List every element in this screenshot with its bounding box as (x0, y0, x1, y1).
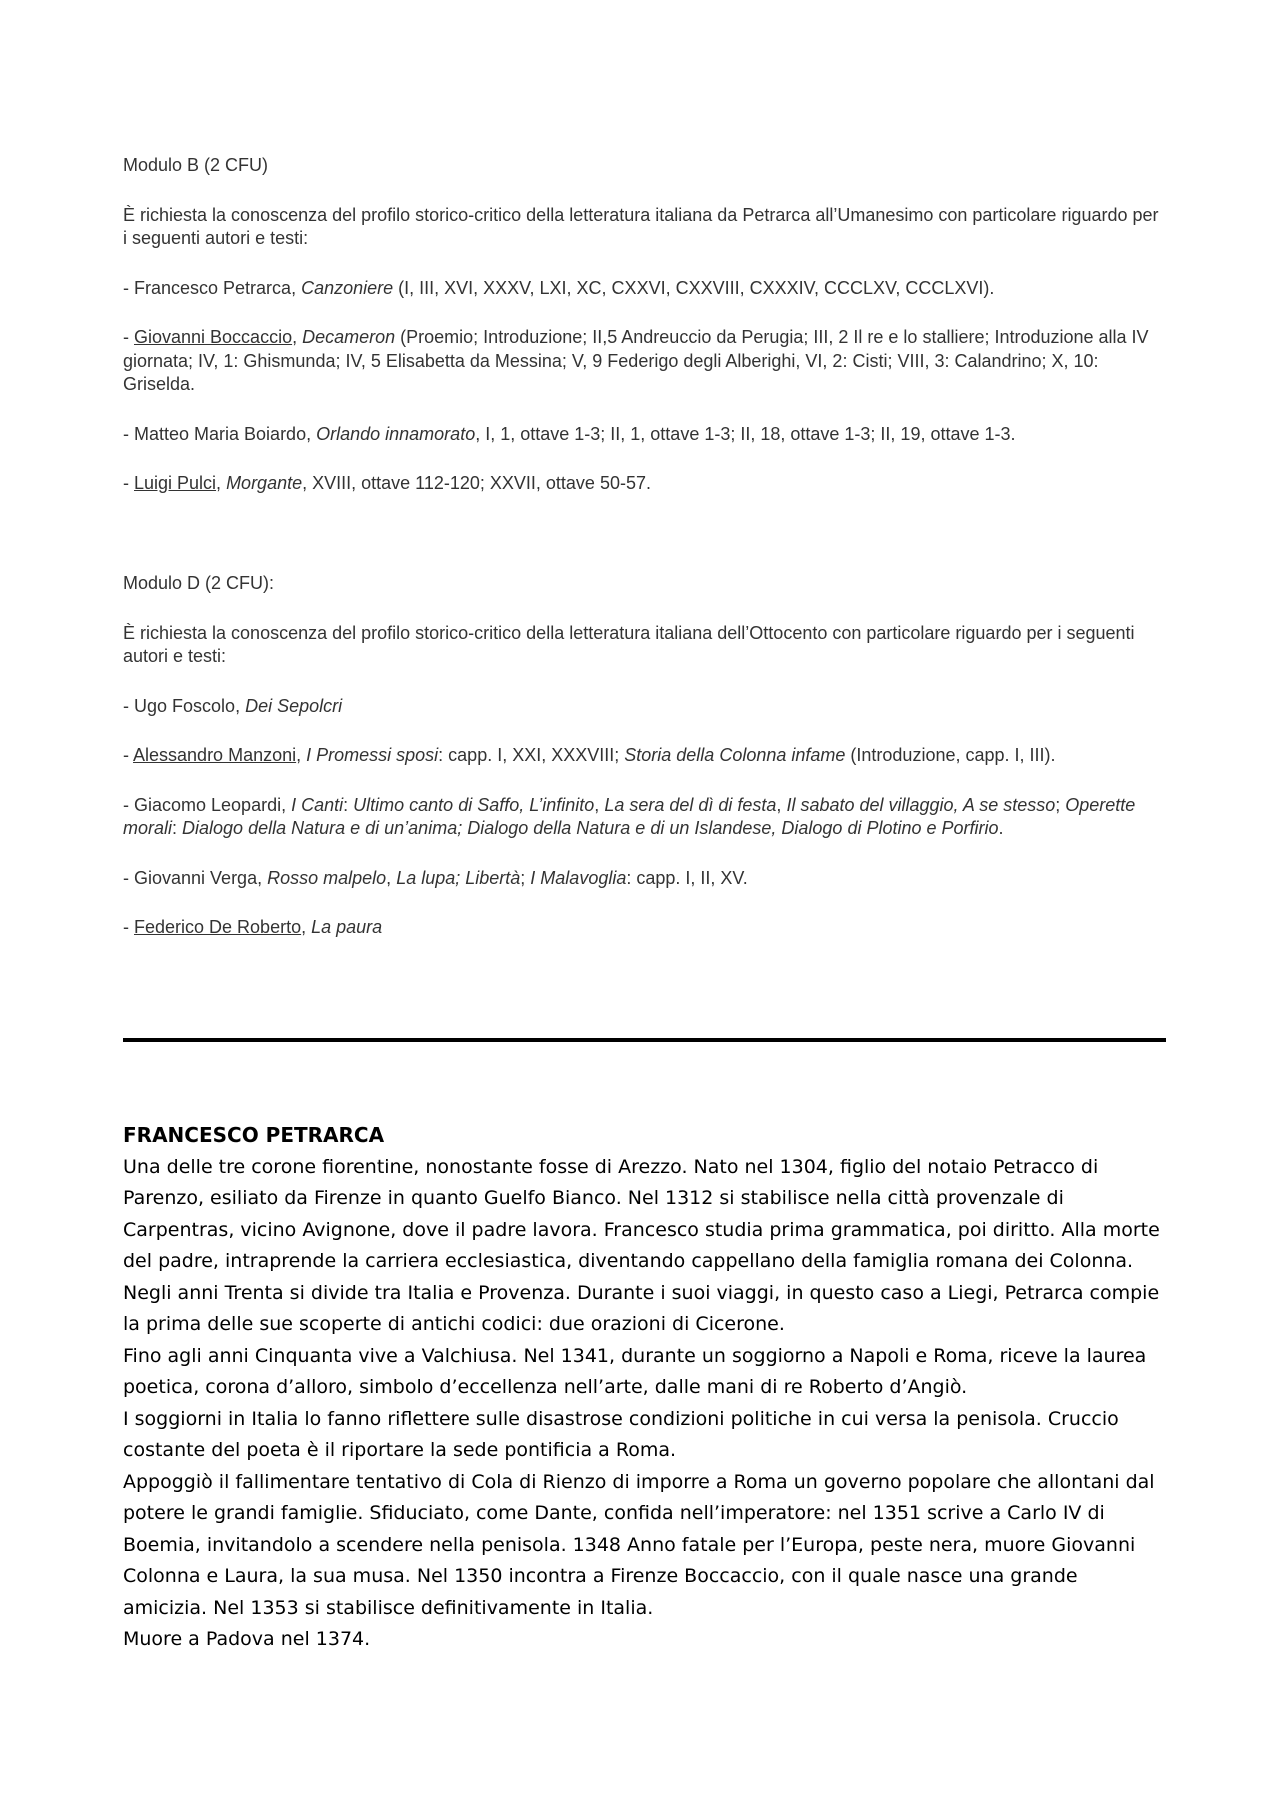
separator: , (306, 423, 317, 444)
item-details: (Introduzione, capp. I, III). (845, 745, 1056, 765)
item-details: , XVIII, ottave 112-120; XXVII, ottave 50-57. (302, 473, 651, 493)
module-b-section (123, 154, 1165, 496)
list-item-pulci (123, 472, 1165, 496)
author-name: Ugo Foscolo (134, 695, 236, 716)
bio-paragraph: Muore a Padova nel 1374. (123, 1628, 371, 1650)
list-item-verga (123, 867, 1165, 891)
separator: , (301, 917, 312, 937)
work-title: Decameron (302, 327, 396, 347)
horizontal-divider (123, 1038, 1166, 1042)
work-title: Operette morali (123, 794, 1136, 838)
item-prefix: - (123, 423, 134, 444)
work-title: Canzoniere (301, 277, 394, 298)
separator: : (343, 794, 354, 815)
bio-paragraph: Una delle tre corone fiorentine, nonostante fosse di Arezzo. Nato nel 1304, figlio del notaio Petracco di Parenzo, esiliato da Firenze in quanto Guelfo Bianco. Nel 1312 si stabilisce nella città provenzale di Carpentras, vicino Avignone, dove il padre lavora. Francesco studia prima grammatica, poi diritto. Alla morte del padre, intraprende la carriera ecclesiastica, diventando cappellano della famiglia romana dei Colonna. Negli anni Trenta si divide tra Italia e Provenza. Durante i suoi viaggi, in questo caso a Liegi, Petrarca compie la prima delle sue scoperte di antichi codici: due orazioni di Cicerone. (123, 1155, 1160, 1335)
item-prefix: - (123, 867, 134, 888)
item-prefix: - (123, 745, 134, 765)
separator: , (257, 867, 268, 888)
work-title: Orlando innamorato (316, 423, 476, 444)
author-name: Giovanni Verga (134, 867, 258, 888)
work-title: Il sabato del villaggio, A se stesso (786, 794, 1056, 815)
item-details: (I, III, XVI, XXXV, LXI, XC, CXXVI, CXXVIII, CXXXIV, CCCLXV, CCCLXVI). (393, 277, 995, 298)
work-title: Rosso malpelo (267, 867, 387, 888)
author-link-boccaccio[interactable]: Giovanni Boccaccio (134, 327, 293, 347)
work-title: Dei Sepolcri (245, 695, 343, 716)
separator: , (594, 794, 605, 815)
list-item-boiardo (123, 423, 1165, 447)
list-item-boccaccio (123, 326, 1165, 397)
author-name: Matteo Maria Boiardo (134, 423, 307, 444)
item-prefix: - (123, 794, 134, 815)
work-title: La lupa; Libertà (396, 867, 521, 888)
work-title: La sera del dì di festa (604, 794, 777, 815)
work-title: I Promessi sposi (306, 745, 439, 765)
separator: ; (520, 867, 531, 888)
separator: ; (1055, 794, 1066, 815)
separator: . (998, 818, 1004, 838)
bio-paragraph: Fino agli anni Cinquanta vive a Valchiusa. Nel 1341, durante un soggiorno a Napoli e Roma, riceve la laurea poetica, corona d’alloro, simbolo d’eccellenza nell’arte, dalle mani di re Roberto d’Angiò. (123, 1344, 1147, 1398)
item-prefix: - (123, 917, 134, 937)
author-name: Giacomo Leopardi (134, 794, 282, 815)
module-d-section (123, 572, 1165, 940)
work-title: Ultimo canto di Saffo, L’infinito (353, 794, 595, 815)
item-prefix: - (123, 327, 134, 347)
separator: , (291, 277, 302, 298)
author-link-pulci[interactable]: Luigi Pulci (134, 473, 217, 493)
work-title: La paura (311, 917, 383, 937)
list-item-manzoni (123, 744, 1165, 768)
item-prefix: - (123, 277, 134, 298)
work-title: I Malavoglia (530, 867, 627, 888)
item-prefix: - (123, 695, 134, 716)
separator: , (281, 794, 292, 815)
separator: , (386, 867, 397, 888)
work-title: Storia della Colonna infame (624, 745, 846, 765)
module-b-intro: È richiesta la conoscenza del profilo storico-critico della letteratura italiana da Petrarca all’Umanesimo con particolare riguardo per i seguenti autori e testi: (123, 204, 1159, 248)
work-title: I Canti (291, 794, 344, 815)
list-item-de-roberto (123, 916, 1165, 940)
list-item-foscolo (123, 695, 1165, 719)
separator: , (292, 327, 303, 347)
petrarca-bio-section (123, 1120, 1165, 1656)
module-d-intro: È richiesta la conoscenza del profilo storico-critico della letteratura italiana dell’Ottocento con particolare riguardo per i seguenti autori e testi: (123, 622, 1135, 666)
separator: , (235, 695, 246, 716)
item-prefix: - (123, 473, 134, 493)
item-details: : capp. I, XXI, XXXVIII; (438, 745, 625, 765)
item-details: : capp. I, II, XV. (626, 867, 748, 888)
bio-paragraph: I soggiorni in Italia lo fanno riflettere sulle disastrose condizioni politiche in cui versa la penisola. Cruccio costante del poeta è il riportare la sede pontificia a Roma. (123, 1407, 1119, 1461)
separator: , (216, 473, 227, 493)
module-d-heading: Modulo D (2 CFU): (123, 573, 275, 593)
author-link-de-roberto[interactable]: Federico De Roberto (134, 917, 302, 937)
list-item-leopardi (123, 794, 1165, 841)
bio-title: FRANCESCO PETRARCA (123, 1123, 385, 1147)
author-name: Francesco Petrarca (134, 277, 292, 298)
list-item-petrarca (123, 277, 1165, 301)
work-title: Morgante (226, 473, 303, 493)
separator: , (776, 794, 787, 815)
separator: , (296, 745, 307, 765)
separator: : (172, 818, 183, 838)
author-link-manzoni[interactable]: Alessandro Manzoni (133, 745, 297, 765)
item-details: (Proemio; Introduzione; II,5 Andreuccio da Perugia; III, 2 Il re e lo stalliere; Introduzione alla IV giornata; IV, 1: Ghismunda; IV, 5 Elisabetta da Messina; V, 9 Federigo degli Alberighi, VI, 2: Cisti; VIII, 3: Calandrino; X, 10: Griselda. (123, 327, 1149, 394)
module-b-heading: Modulo B (2 CFU) (123, 155, 269, 175)
work-title: Dialogo della Natura e di un’anima; Dialogo della Natura e di un Islandese, Dialogo di Plotino e Porfirio (182, 818, 999, 838)
item-details: , I, 1, ottave 1-3; II, 1, ottave 1-3; II, 18, ottave 1-3; II, 19, ottave 1-3. (475, 423, 1016, 444)
bio-paragraph: Appoggiò il fallimentare tentativo di Cola di Rienzo di imporre a Roma un governo popolare che allontani dal potere le grandi famiglie. Sfiduciato, come Dante, confida nell’imperatore: nel 1351 scrive a Carlo IV di Boemia, invitandolo a scendere nella penisola. 1348 Anno fatale per l’Europa, peste nera, muore Giovanni Colonna e Laura, la sua musa. Nel 1350 incontra a Firenze Boccaccio, con il quale nasce una grande amicizia. Nel 1353 si stabilisce definitivamente in Italia. (123, 1470, 1155, 1619)
